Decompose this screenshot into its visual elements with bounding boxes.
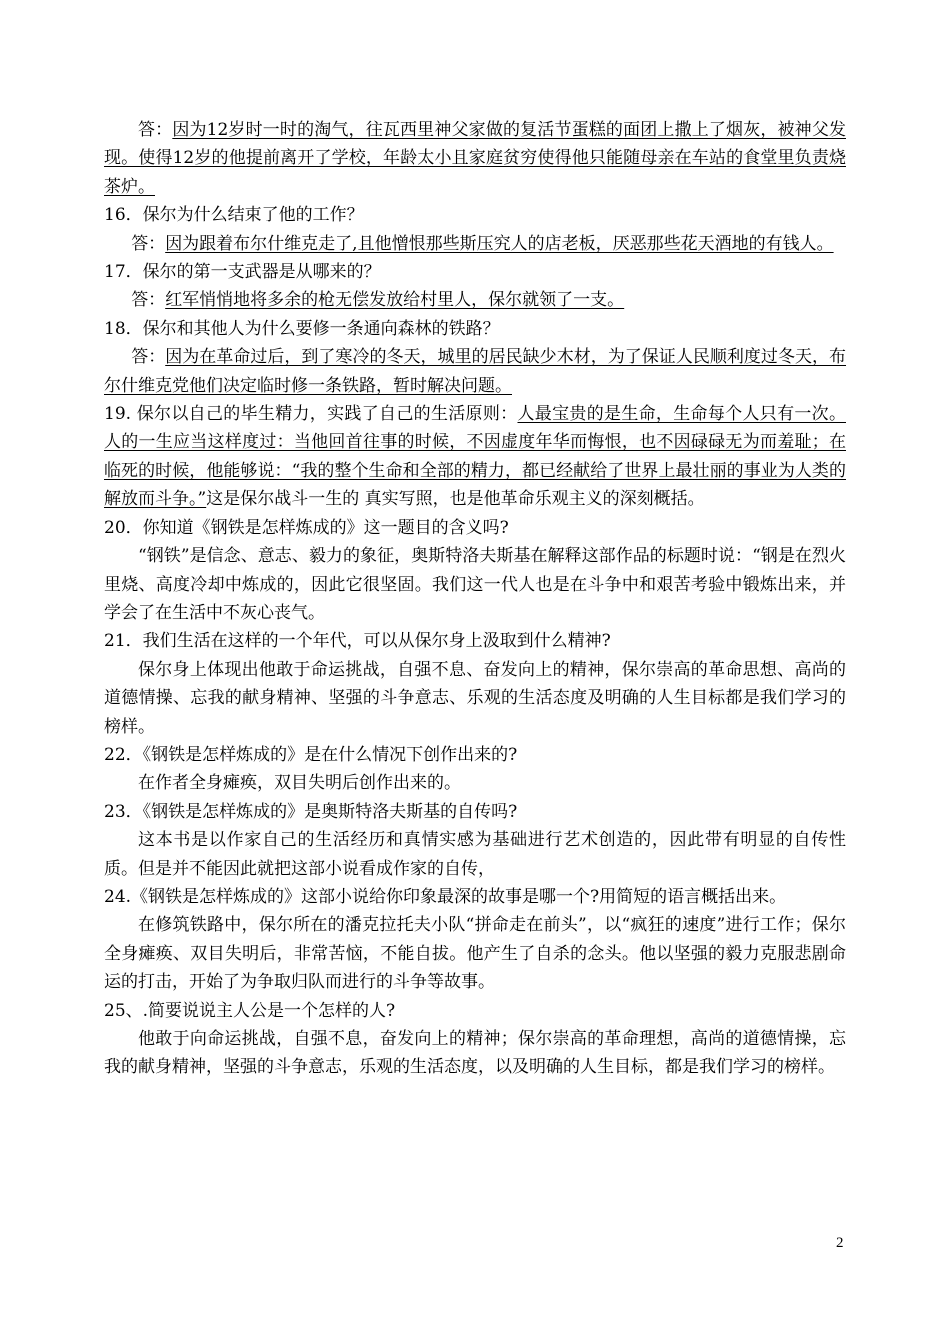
question-17: 17．保尔的第一支武器是从哪来的？ xyxy=(104,262,381,283)
paragraph-19-tail: 这是保尔战斗一生的 真实写照，也是他革命乐观主义的深刻概括。 xyxy=(206,489,705,510)
answer-text: 红军悄悄地将多余的枪无偿发放给村里人，保尔就领了一支。 xyxy=(165,290,625,311)
answer-23: 这本书是以作家自己的生活经历和真情实感为基础进行艺术创造的，因此带有明显的自传性质。但是并不能因此就把这部小说看成作家的自传， xyxy=(104,830,846,879)
question-25: 25、.简要说说主人公是一个怎样的人? xyxy=(104,1000,396,1021)
answer-text: 因为跟着布尔什维克走了,且他憎恨那些斯压究人的店老板，厌恶那些花天酒地的有钱人。 xyxy=(165,233,834,254)
answer-18 xyxy=(104,343,846,400)
paragraph-19 xyxy=(104,400,846,514)
question-20: 20．你知道《钢铁是怎样炼成的》这一题目的含义吗? xyxy=(104,517,509,538)
question-24: 24.《钢铁是怎样炼成的》这部小说给你印象最深的故事是哪一个?用简短的语言概括出来。 xyxy=(104,886,787,907)
answer-20: “钢铁”是信念、意志、毅力的象征，奥斯特洛夫斯基在解释这部作品的标题时说：“钢是在烈火里烧、高度冷却中炼成的，因此它很坚固。我们这一代人也是在斗争中和艰苦考验中锻炼出来，并学会了在生活中不灰心丧气。 xyxy=(104,546,846,623)
answer-prefix: 答： xyxy=(131,233,166,254)
question-16: 16．保尔为什么结束了他的工作？ xyxy=(104,205,364,226)
life-principle-quote: 人最宝贵的是生命，生命每个人只有一次。人的一生应当这样度过：当他回首往事的时候，不因虚度年华而悔恨，也不因碌碌无为而羞耻；在临死的时候，他能够说：“我的整个生命和全部的精力，都已经献给了世界上最壮丽的事业为人类的解放而斗争。” xyxy=(104,404,846,510)
question-18: 18．保尔和其他人为什么要修一条通向森林的铁路？ xyxy=(104,318,500,339)
answer-prefix: 答： xyxy=(138,120,173,140)
answer-text: 因为12岁时一时的淘气，往瓦西里神父家做的复活节蛋糕的面团上撒上了烟灰，被神父发现。使得12岁的他提前离开了学校，年龄太小且家庭贫穷使得他只能随母亲在车站的食堂里负责烧茶炉。 xyxy=(104,120,846,197)
answer-22: 在作者全身瘫痪，双目失明后创作出来的。 xyxy=(138,773,461,794)
answer-15 xyxy=(104,116,846,201)
page-body xyxy=(104,116,846,1082)
answer-text: 因为在革命过后，到了寒冷的冬天，城里的居民缺少木材，为了保证人民顺利度过冬天，布尔什维克党他们决定临时修一条铁路，暂时解决问题。 xyxy=(104,347,847,396)
answer-25: 他敢于向命运挑战，自强不息，奋发向上的精神；保尔崇高的革命理想，高尚的道德情操，忘我的献身精神，坚强的斗争意志，乐观的生活态度，以及明确的人生目标，都是我们学习的榜样。 xyxy=(104,1029,846,1078)
answer-24: 在修筑铁路中，保尔所在的潘克拉托夫小队“拼命走在前头”，以“疯狂的速度”进行工作；保尔全身瘫痪、双目失明后，非常苦恼，不能自拔。他产生了自杀的念头。他以坚强的毅力克服悲剧命运的打击，开始了为争取归队而进行的斗争等故事。 xyxy=(104,915,846,993)
answer-16 xyxy=(104,230,846,258)
answer-21: 保尔身上体现出他敢于命运挑战，自强不息、奋发向上的精神，保尔崇高的革命思想、高尚的道德情操、忘我的献身精神、坚强的斗争意志、乐观的生活态度及明确的人生目标都是我们学习的榜样。 xyxy=(104,659,846,737)
page-number: 2 xyxy=(836,1235,844,1251)
paragraph-19-lead: 19. 保尔以自己的毕生精力，实践了自己的生活原则： xyxy=(104,404,518,425)
answer-17 xyxy=(104,286,846,314)
answer-prefix: 答： xyxy=(131,290,166,311)
answer-prefix: 答： xyxy=(131,347,166,368)
question-23: 23．《钢铁是怎样炼成的》是奥斯特洛夫斯基的自传吗? xyxy=(104,801,518,822)
question-21: 21．我们生活在这样的一个年代，可以从保尔身上汲取到什么精神? xyxy=(104,631,611,652)
question-22: 22．《钢铁是怎样炼成的》是在什么情况下创作出来的? xyxy=(104,744,518,765)
